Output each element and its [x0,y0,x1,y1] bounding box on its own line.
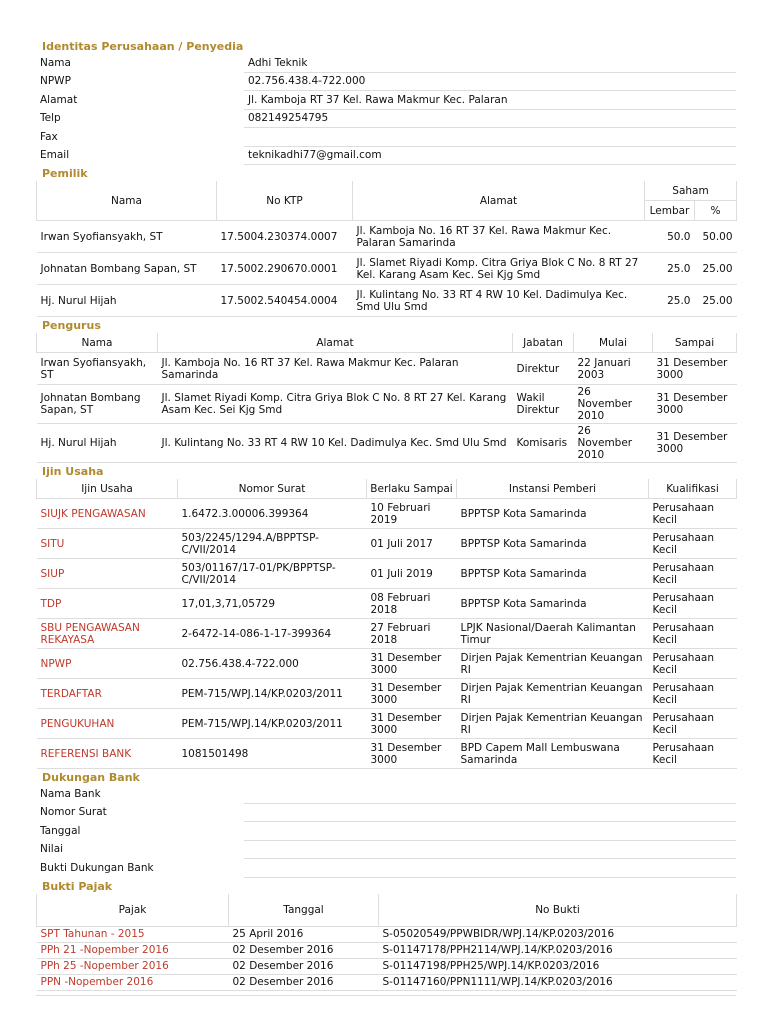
pajak-header-bukti: No Bukti [379,894,737,927]
identitas-table [36,54,736,165]
identitas-key: Email [40,149,70,162]
pemilik-header-persen: % [695,201,737,221]
dukungan-key: Nomor Surat [40,806,107,819]
pengurus-mulai: 26 November 2010 [574,385,653,424]
ijin-instansi: Dirjen Pajak Kementrian Keuangan RI [457,649,649,679]
ijin-title: Ijin Usaha [42,465,104,478]
pemilik-alamat: Jl. Slamet Riyadi Komp. Citra Griya Blok C No. 8 RT 27 Kel. Karang Asam Kec. Sei Kjg Smd [353,253,645,285]
ijin-link[interactable]: TDP [37,589,178,619]
pajak-tanggal: 02 Desember 2016 [229,974,379,990]
identitas-value: Adhi Teknik [244,54,736,72]
pajak-link[interactable]: PPN -Nopember 2016 [37,974,229,990]
pengurus-header-jabatan: Jabatan [513,333,574,353]
ijin-link[interactable]: SIUJK PENGAWASAN [37,499,178,529]
ijin-table [36,479,737,769]
pajak-bukti: S-01147178/PPH2114/WPJ.14/KP.0203/2016 [379,942,737,958]
ijin-nomor: PEM-715/WPJ.14/KP.0203/2011 [178,709,367,739]
identitas-key: Nama [40,57,71,69]
table-row [37,253,737,285]
table-row [37,499,737,529]
dukungan-row [36,803,736,822]
pajak-link[interactable]: SPT Tahunan - 2015 [37,926,229,942]
pengurus-jabatan: Komisaris [513,424,574,463]
dukungan-row [36,785,736,803]
ijin-kualifikasi: Perusahaan Kecil [649,559,737,589]
ijin-berlaku: 31 Desember 3000 [367,679,457,709]
ijin-nomor: 1081501498 [178,739,367,769]
ijin-link[interactable]: SIUP [37,559,178,589]
table-row [37,958,737,974]
pajak-header-pajak: Pajak [37,894,229,927]
ijin-instansi: Dirjen Pajak Kementrian Keuangan RI [457,709,649,739]
pengurus-header-alamat: Alamat [158,333,513,353]
ijin-instansi: BPPTSP Kota Samarinda [457,589,649,619]
ijin-link[interactable]: TERDAFTAR [37,679,178,709]
identitas-value: Jl. Kamboja RT 37 Kel. Rawa Makmur Kec. Palaran [244,91,736,110]
identitas-row [36,128,736,147]
dukungan-table [36,785,736,878]
ijin-header-kualifikasi: Kualifikasi [649,479,737,499]
pengurus-title: Pengurus [42,319,101,332]
ijin-berlaku: 01 Juli 2017 [367,529,457,559]
table-row [37,739,737,769]
table-row [37,926,737,942]
pemilik-ktp: 17.5002.540454.0004 [217,285,353,317]
dukungan-value [244,822,736,841]
pemilik-header-nama: Nama [37,181,217,221]
ijin-berlaku: 31 Desember 3000 [367,739,457,769]
dukungan-title: Dukungan Bank [42,771,140,784]
ijin-link[interactable]: NPWP [37,649,178,679]
identitas-key: Alamat [40,93,78,106]
pajak-bukti: S-01147198/PPH25/WPJ.14/KP.0203/2016 [379,958,737,974]
ijin-kualifikasi: Perusahaan Kecil [649,739,737,769]
pemilik-table [36,181,737,317]
pemilik-title: Pemilik [42,167,88,180]
table-row [37,559,737,589]
identitas-key: Telp [40,112,61,125]
ijin-kualifikasi: Perusahaan Kecil [649,529,737,559]
table-row [37,942,737,958]
ijin-instansi: BPD Capem Mall Lembuswana Samarinda [457,739,649,769]
ijin-nomor: 2-6472-14-086-1-17-399364 [178,619,367,649]
identitas-value: teknikadhi77@gmail.com [244,146,736,165]
pengurus-jabatan: Wakil Direktur [513,385,574,424]
table-row [37,679,737,709]
dukungan-value [244,859,736,878]
pengurus-header-mulai: Mulai [574,333,653,353]
table-row [37,649,737,679]
ijin-instansi: LPJK Nasional/Daerah Kalimantan Timur [457,619,649,649]
ijin-berlaku: 10 Februari 2019 [367,499,457,529]
pemilik-lembar: 25.0 [645,253,695,285]
ijin-instansi: Dirjen Pajak Kementrian Keuangan RI [457,679,649,709]
ijin-berlaku: 27 Februari 2018 [367,619,457,649]
identitas-key: NPWP [40,75,71,88]
table-row [37,619,737,649]
pengurus-header-sampai: Sampai [653,333,737,353]
pajak-link[interactable]: PPh 25 -Nopember 2016 [37,958,229,974]
ijin-kualifikasi: Perusahaan Kecil [649,619,737,649]
pengurus-jabatan: Direktur [513,353,574,385]
ijin-instansi: BPPTSP Kota Samarinda [457,529,649,559]
pemilik-lembar: 25.0 [645,285,695,317]
table-row [37,385,737,424]
ijin-header-nomor: Nomor Surat [178,479,367,499]
ijin-berlaku: 01 Juli 2019 [367,559,457,589]
ijin-kualifikasi: Perusahaan Kecil [649,649,737,679]
pemilik-nama: Johnatan Bombang Sapan, ST [37,253,217,285]
table-row [37,529,737,559]
ijin-link[interactable]: SITU [37,529,178,559]
identitas-row [36,109,736,128]
dukungan-row [36,822,736,841]
pajak-header-tanggal: Tanggal [229,894,379,927]
pengurus-mulai: 26 November 2010 [574,424,653,463]
ijin-nomor: 1.6472.3.00006.399364 [178,499,367,529]
identitas-row [36,72,736,91]
pengurus-header-nama: Nama [37,333,158,353]
ijin-header-ijin: Ijin Usaha [37,479,178,499]
dukungan-row [36,840,736,859]
pemilik-header-ktp: No KTP [217,181,353,221]
page-cutoff-divider [36,995,736,1010]
ijin-nomor: 503/2245/1294.A/BPPTSP-C/VII/2014 [178,529,367,559]
ijin-kualifikasi: Perusahaan Kecil [649,589,737,619]
pemilik-ktp: 17.5002.290670.0001 [217,253,353,285]
pajak-table [36,894,737,991]
ijin-header-berlaku: Berlaku Sampai [367,479,457,499]
dukungan-value [244,803,736,822]
pemilik-header-lembar: Lembar [645,201,695,221]
pengurus-alamat: Jl. Kamboja No. 16 RT 37 Kel. Rawa Makmur Kec. Palaran Samarinda [158,353,513,385]
ijin-kualifikasi: Perusahaan Kecil [649,679,737,709]
ijin-link[interactable]: SBU PENGAWASAN REKAYASA [37,619,178,649]
ijin-instansi: BPPTSP Kota Samarinda [457,559,649,589]
pengurus-sampai: 31 Desember 3000 [653,424,737,463]
identitas-row [36,54,736,72]
identitas-value: 02.756.438.4-722.000 [244,72,736,91]
ijin-nomor: PEM-715/WPJ.14/KP.0203/2011 [178,679,367,709]
pemilik-header-saham: Saham [645,181,737,201]
pemilik-nama: Hj. Nurul Hijah [37,285,217,317]
pengurus-nama: Irwan Syofiansyakh, ST [37,353,158,385]
pemilik-alamat: Jl. Kulintang No. 33 RT 4 RW 10 Kel. Dadimulya Kec. Smd Ulu Smd [353,285,645,317]
ijin-link[interactable]: PENGUKUHAN [37,709,178,739]
pengurus-mulai: 22 Januari 2003 [574,353,653,385]
document-page [36,38,736,1010]
ijin-nomor: 02.756.438.4-722.000 [178,649,367,679]
identitas-value: 082149254795 [244,109,736,128]
pengurus-nama: Johnatan Bombang Sapan, ST [37,385,158,424]
dukungan-key: Bukti Dukungan Bank [40,861,154,874]
table-row [37,424,737,463]
pemilik-alamat: Jl. Kamboja No. 16 RT 37 Kel. Rawa Makmur Kec. Palaran Samarinda [353,221,645,253]
pemilik-ktp: 17.5004.230374.0007 [217,221,353,253]
table-row [37,974,737,990]
table-row [37,353,737,385]
table-row [37,709,737,739]
ijin-berlaku: 08 Februari 2018 [367,589,457,619]
pengurus-sampai: 31 Desember 3000 [653,353,737,385]
pengurus-alamat: Jl. Kulintang No. 33 RT 4 RW 10 Kel. Dadimulya Kec. Smd Ulu Smd [158,424,513,463]
pajak-bukti: S-01147160/PPN1111/WPJ.14/KP.0203/2016 [379,974,737,990]
ijin-link[interactable]: REFERENSI BANK [37,739,178,769]
dukungan-row [36,859,736,878]
dukungan-value [244,785,736,803]
pajak-tanggal: 02 Desember 2016 [229,942,379,958]
identitas-value [244,128,736,147]
pajak-tanggal: 02 Desember 2016 [229,958,379,974]
identitas-row [36,91,736,110]
pemilik-persen: 25.00 [695,253,737,285]
ijin-berlaku: 31 Desember 3000 [367,649,457,679]
pengurus-nama: Hj. Nurul Hijah [37,424,158,463]
identitas-key: Fax [40,130,58,143]
pengurus-alamat: Jl. Slamet Riyadi Komp. Citra Griya Blok C No. 8 RT 27 Kel. Karang Asam Kec. Sei Kjg Smd [158,385,513,424]
dukungan-value [244,840,736,859]
dukungan-key: Nama Bank [40,788,101,800]
pemilik-header-alamat: Alamat [353,181,645,221]
pemilik-persen: 25.00 [695,285,737,317]
pajak-title: Bukti Pajak [42,879,113,893]
ijin-kualifikasi: Perusahaan Kecil [649,499,737,529]
pengurus-table [36,333,737,463]
dukungan-key: Nilai [40,843,64,856]
pajak-link[interactable]: PPh 21 -Nopember 2016 [37,942,229,958]
pajak-tanggal: 25 April 2016 [229,926,379,942]
table-row [37,221,737,253]
table-row [37,285,737,317]
ijin-nomor: 503/01167/17-01/PK/BPPTSP-C/VII/2014 [178,559,367,589]
ijin-nomor: 17,01,3,71,05729 [178,589,367,619]
identitas-title: Identitas Perusahaan / Penyedia [42,40,244,53]
identitas-row [36,146,736,165]
ijin-instansi: BPPTSP Kota Samarinda [457,499,649,529]
table-row [37,589,737,619]
ijin-kualifikasi: Perusahaan Kecil [649,709,737,739]
pemilik-persen: 50.00 [695,221,737,253]
pemilik-nama: Irwan Syofiansyakh, ST [37,221,217,253]
dukungan-key: Tanggal [40,824,81,837]
pajak-bukti: S-05020549/PPWBIDR/WPJ.14/KP.0203/2016 [379,926,737,942]
pengurus-sampai: 31 Desember 3000 [653,385,737,424]
ijin-header-instansi: Instansi Pemberi [457,479,649,499]
ijin-berlaku: 31 Desember 3000 [367,709,457,739]
pemilik-lembar: 50.0 [645,221,695,253]
